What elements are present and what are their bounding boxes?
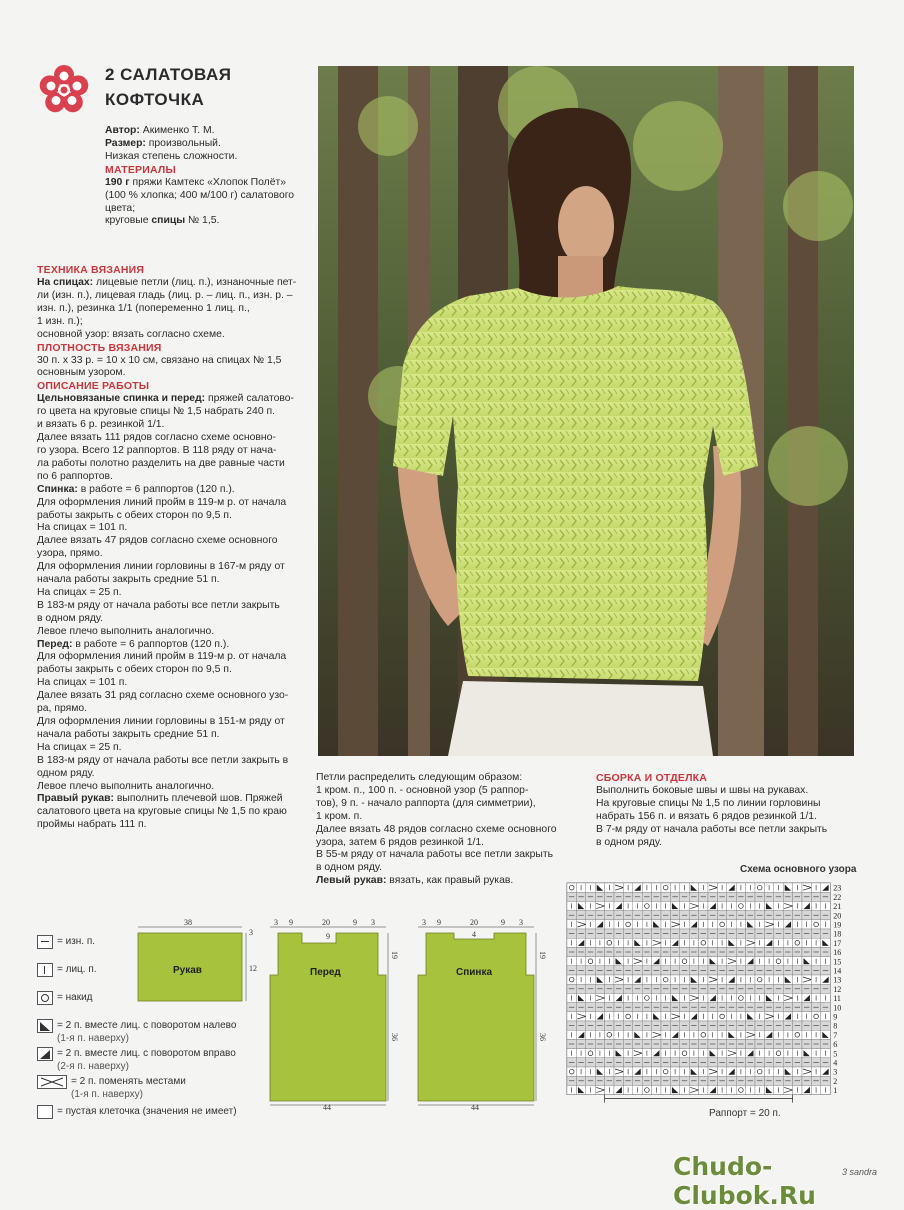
description-line-9: Для оформления линий пройм в 119-м р. от начала (37, 496, 287, 508)
legend-k2l-sub: (1-я п. наверху) (57, 1033, 130, 1044)
chart-row-number: 21 (833, 902, 842, 912)
legend-yo-text: = накид (57, 992, 93, 1003)
chart-row-number: 17 (833, 938, 842, 948)
back-body: 36 (538, 1033, 547, 1041)
legend-empty-text: = пустая клеточка (значения не имеет) (57, 1106, 237, 1117)
description-line-18: в одном ряду. (37, 612, 103, 624)
front-w-left: 3 (274, 918, 278, 927)
legend-cross-text: = 2 п. поменять местами (71, 1076, 186, 1087)
description-line-28: На спицах = 25 п. (37, 741, 122, 753)
chart-row-number: 12 (833, 984, 842, 994)
technique-line-2: ли (изн. п.), лицевая гладь (лиц. р. – лиц. п., изн. р. – (37, 289, 293, 301)
rapport-label: Раппорт = 20 п. (709, 1108, 781, 1119)
assembly-line-1: Выполнить боковые швы и швы на рукавах. (596, 785, 809, 796)
front-armhole: 19 (390, 951, 399, 959)
assembly-heading: СБОРКА И ОТДЕЛКА (596, 772, 708, 784)
page-number: 3 sandra (842, 1167, 878, 1177)
chart-row-number: 11 (833, 994, 841, 1004)
author-value: Акименко Т. М. (139, 125, 215, 136)
legend-k2r-sub: (2-я п. наверху) (57, 1061, 130, 1072)
assembly-line-5: в одном ряду. (596, 836, 662, 848)
description-line-33: салатового цвета на круговые спицы № 1,5 по краю (37, 806, 287, 818)
sleeve-label: Рукав (173, 965, 202, 976)
chart-row-number: 16 (833, 948, 842, 958)
assembly-line-4: В 7-м ряду от начала работы все петли закрыть (596, 823, 828, 835)
description-line-27: начала работы закрыть средние 51 п. (37, 728, 220, 740)
description-bold-1: Цельновязаные спинка и перед: (37, 393, 206, 405)
front-w-left2: 9 (289, 918, 293, 927)
description-line-13: узора, прямо. (37, 548, 103, 560)
middle-line-1: Петли распределить следующим образом: (316, 772, 523, 783)
technique-line-3: изн. п.), резинка 1/1 (попеременно 1 лиц. п., (37, 302, 250, 314)
legend-cross-sub: (1-я п. наверху) (71, 1089, 144, 1100)
back-bottom: 44 (471, 1103, 479, 1112)
model-photo (318, 66, 854, 756)
sleeve-top: 3 (249, 928, 253, 937)
size-label: Размер: (105, 137, 146, 149)
front-body: 36 (390, 1033, 399, 1041)
chart-row-number: 8 (833, 1021, 838, 1031)
materials-line-2: (100 % хлопка; 400 м/100 г) салатового (105, 189, 295, 201)
description-line-10: работы закрыть с обеих сторон по 9,5 п. (37, 509, 232, 521)
chart-row-number: 20 (833, 911, 842, 921)
middle-line-8: в одном ряду. (316, 862, 382, 874)
description-line-1: пряжей салатово- (205, 393, 295, 405)
description-line-15: начала работы закрыть средние 51 п. (37, 574, 220, 586)
back-w-right: 3 (519, 918, 523, 927)
description-line-32: выполнить плечевой шов. Пряжей (113, 793, 283, 805)
title-line-2: КОФТОЧКА (105, 90, 205, 109)
left-column (37, 264, 297, 832)
legend-k2l (37, 1019, 236, 1045)
description-line-24: Далее вязать 31 ряд согласно схеме основного узо- (37, 690, 289, 702)
chart-row-number: 6 (833, 1040, 838, 1050)
purl-symbol-icon (37, 935, 53, 949)
back-w-left: 3 (422, 918, 426, 927)
chart-row-number: 3 (833, 1067, 838, 1077)
difficulty: Низкая степень сложности. (105, 150, 238, 162)
chart-row-number: 18 (833, 929, 842, 939)
technique-line-1: лицевые петли (лиц. п.), изнаночные пет- (93, 277, 297, 288)
materials-line-1: пряжи Камтекс «Хлопок Полёт» (129, 176, 287, 188)
legend-purl (37, 935, 95, 949)
front-w-right2: 9 (353, 918, 357, 927)
middle-line-4: 1 кром. п. (316, 810, 363, 822)
description-line-12: Далее вязать 47 рядов согласно схеме основного (37, 535, 278, 547)
back-w-neck: 20 (470, 918, 478, 927)
middle-line-2: 1 кром. п., 100 п. - основной узор (5 раппор- (316, 784, 529, 796)
chart-row-number: 23 (833, 883, 842, 893)
middle-line-5: Далее вязать 48 рядов согласно схеме основного (316, 823, 557, 835)
description-line-14: Для оформления линии горловины в 167-м ряду от (37, 561, 285, 573)
back-neck-depth: 4 (472, 930, 476, 939)
description-line-3: и вязать 6 р. резинкой 1/1. (37, 419, 165, 431)
description-bold-right: Правый (37, 793, 79, 805)
materials-heading: МАТЕРИАЛЫ (105, 163, 176, 176)
assembly-line-2: На круговые спицы № 1,5 по линии горловины (596, 797, 821, 809)
back-w-left2: 9 (437, 918, 441, 927)
materials-line-4a: круговые (105, 215, 152, 227)
description-line-7: по 6 раппортов. (37, 470, 113, 482)
middle-line-3: тов), 9 п. - начало раппорта (для симметрии), (316, 797, 536, 809)
description-line-11: На спицах = 101 п. (37, 522, 128, 534)
materials-line-3: цвета; (105, 202, 136, 214)
description-line-8: в работе = 6 раппортов (120 п.). (77, 483, 235, 495)
description-line-6: ла работы полотно разделить на две равные части (37, 457, 285, 469)
description-line-5: го узора. Всего 12 раппортов. В 118 ряду от нача- (37, 444, 277, 456)
chart-row-number: 4 (833, 1058, 838, 1068)
description-heading: ОПИСАНИЕ РАБОТЫ (37, 380, 150, 393)
front-bottom: 44 (323, 1103, 331, 1112)
site-watermark: Chudo-Clubok.Ru (673, 1152, 816, 1210)
back-w-right2: 9 (501, 918, 505, 927)
k2tog-left-icon (37, 1019, 53, 1033)
description-line-19: Левое плечо выполнить аналогично. (37, 625, 215, 637)
description-line-29: В 183-м ряду от начала работы все петли закрыть в (37, 754, 289, 766)
chart-row-number: 22 (833, 892, 842, 902)
description-line-4: Далее вязать 111 рядов согласно схеме основно- (37, 432, 276, 444)
cross-stitch-icon (37, 1075, 67, 1089)
legend-k2r (37, 1047, 236, 1073)
technique-heading: ТЕХНИКА ВЯЗАНИЯ (37, 264, 145, 276)
back-label: Спинка (456, 967, 493, 978)
assembly-block (596, 772, 858, 850)
description-line-23: На спицах = 101 п. (37, 677, 128, 689)
density-heading: ПЛОТНОСТЬ ВЯЗАНИЯ (37, 341, 162, 354)
description-line-21: Для оформления линий пройм в 119-м р. от начала (37, 651, 287, 663)
front-label: Перед (310, 967, 341, 978)
description-line-17: В 183-м ряду от начала работы все петли закрыть (37, 599, 280, 611)
pattern-chart (565, 881, 857, 1107)
chart-row-number: 5 (833, 1049, 838, 1059)
middle-line-6: узора, затем 6 рядов резинкой 1/1. (316, 836, 485, 848)
chart-row-number: 7 (833, 1030, 838, 1040)
yarn-over-icon (37, 991, 53, 1005)
assembly-line-3: набрать 156 п. и вязать 6 рядов резинкой 1/1. (596, 810, 817, 822)
sleeve-height: 12 (249, 964, 257, 973)
left-sleeve-bold: Левый рукав: (316, 875, 387, 887)
description-line-2: го цвета на круговые спицы № 1,5 набрать 240 п. (37, 406, 276, 418)
chart-row-number: 13 (833, 975, 842, 985)
front-w-right: 3 (371, 918, 375, 927)
title-line-1: 2 САЛАТОВАЯ (105, 65, 232, 84)
materials-line-4-bold: спицы (151, 215, 186, 227)
size-value: произвольный. (145, 137, 221, 149)
front-neck-depth: 9 (326, 932, 330, 941)
author-block (105, 125, 305, 228)
chart-row-number: 15 (833, 957, 842, 967)
legend-yo (37, 991, 93, 1005)
legend-purl-text: = изн. п. (57, 936, 96, 947)
legend-empty (37, 1105, 237, 1119)
materials-weight: 190 г (105, 176, 130, 188)
description-line-30: одном ряду. (37, 767, 95, 779)
page-title (105, 62, 231, 112)
chart-row-number: 9 (833, 1012, 838, 1022)
description-bold-front: Перед: (37, 638, 73, 650)
description-line-34: проймы набрать 111 п. (37, 819, 147, 831)
description-line-20: в работе = 6 раппортов (120 п.). (72, 638, 230, 650)
sleeve-width: 38 (184, 918, 192, 927)
chart-row-number: 14 (833, 966, 842, 976)
empty-cell-icon (37, 1105, 53, 1119)
middle-line-9: вязать, как правый рукав. (386, 875, 514, 887)
legend-cross (37, 1075, 186, 1101)
technique-bold: На спицах: (37, 277, 94, 288)
technique-line-5: основной узор: вязать согласно схеме. (37, 328, 225, 340)
description-bold-back: Спинка: (37, 483, 78, 495)
back-armhole: 19 (538, 951, 547, 959)
description-line-25: ра, прямо. (37, 703, 88, 715)
description-line-16: На спицах = 25 п. (37, 586, 122, 598)
k2tog-right-icon (37, 1047, 53, 1061)
middle-line-7: В 55-м ряду от начала работы все петли закрыть (316, 849, 553, 861)
sleeve-continued (316, 772, 578, 888)
chart-row-number: 1 (833, 1086, 838, 1096)
author-label: Автор: (105, 125, 140, 136)
back-shape (418, 933, 534, 1101)
legend-knit (37, 963, 97, 977)
description-line-26: Для оформления линии горловины в 151-м ряду от (37, 716, 285, 727)
front-shape (270, 933, 386, 1101)
chart-row-number: 10 (833, 1003, 842, 1013)
legend-k2r-text: = 2 п. вместе лиц. с поворотом вправо (57, 1048, 236, 1059)
density-line-1: 30 п. х 33 р. = 10 х 10 см, связано на спицах № 1,5 (37, 354, 282, 366)
chart-row-number: 19 (833, 920, 842, 930)
front-w-neck: 20 (322, 918, 330, 927)
schematics (128, 915, 568, 1115)
chart-row-number: 2 (833, 1076, 838, 1086)
chart-title: Схема основного узора (740, 864, 857, 875)
knit-symbol-icon (37, 963, 53, 977)
description-bold-sleeve: рукав: (78, 793, 114, 805)
flower-logo-icon (38, 64, 90, 116)
materials-line-4b: № 1,5. (185, 215, 220, 227)
density-line-2: основным узором. (37, 367, 126, 379)
legend-k2l-text: = 2 п. вместе лиц. с поворотом налево (57, 1020, 237, 1031)
legend-knit-text: = лиц. п. (57, 964, 97, 975)
description-line-22: работы закрыть с обеих сторон по 9,5 п. (37, 664, 232, 676)
technique-line-4: 1 изн. п.); (37, 315, 83, 327)
description-line-31: Левое плечо выполнить аналогично. (37, 780, 215, 792)
